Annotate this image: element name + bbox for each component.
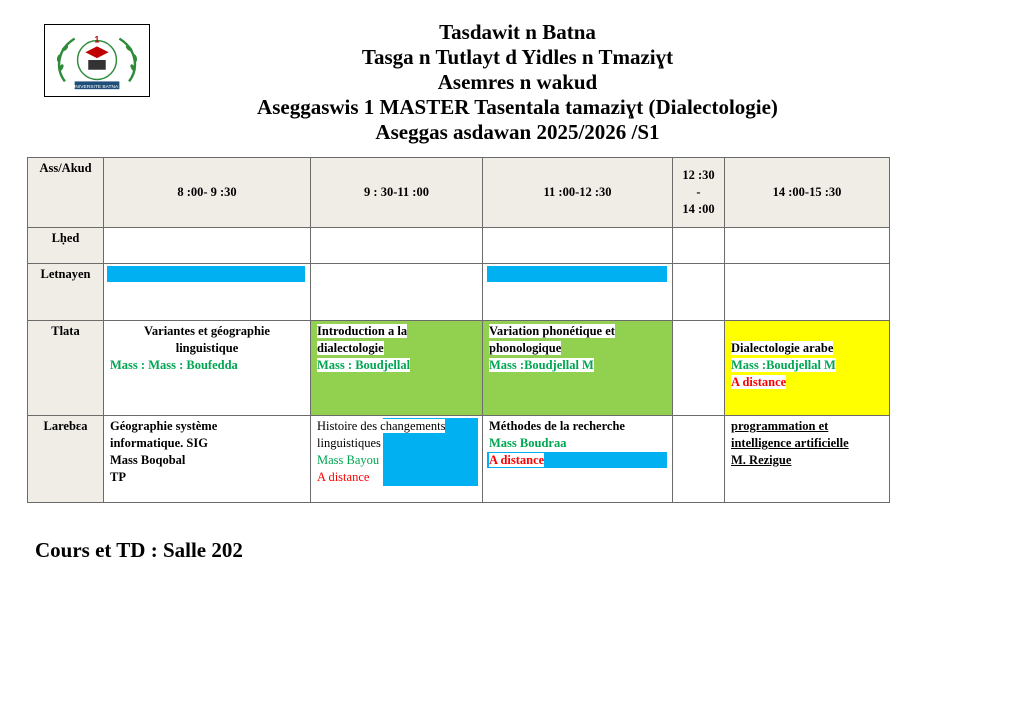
course-title: Variation phonétique et [489, 324, 615, 338]
teacher-name: M. Rezigue [731, 453, 792, 467]
blue-highlight-bar [107, 266, 305, 282]
cell-empty [725, 264, 890, 321]
course-title: Histoire des changements [317, 419, 446, 433]
timetable [27, 157, 890, 503]
university-logo-icon [45, 25, 149, 96]
teacher-name: Mass Boqobal [110, 453, 186, 467]
teacher-name: Mass Boudraa [489, 436, 567, 450]
cell-empty [673, 416, 725, 503]
course-title-cont: dialectologie [317, 341, 384, 355]
university-logo [44, 24, 150, 97]
course-title: Méthodes de la recherche [489, 419, 625, 433]
cell-slot-3 [483, 264, 673, 321]
document-title: Asemres n wakud [437, 70, 598, 94]
break-dash: - [696, 185, 701, 199]
time-header-row [28, 158, 890, 228]
course-title-cont: linguistique [175, 341, 239, 355]
remote-label: A distance [489, 453, 545, 467]
course-cell [483, 416, 673, 503]
teacher-name: Mass : Boudjellal [317, 358, 411, 372]
corner-header: Ass/Akud [28, 158, 104, 228]
cell-empty [311, 228, 483, 264]
teacher-name: Mass :Boudjellal M [731, 358, 836, 372]
course-cell [725, 321, 890, 416]
svg-text:UNIVERSITE BATNA 1: UNIVERSITE BATNA 1 [71, 85, 123, 91]
teacher-name: Mass Bayou [317, 453, 380, 467]
session-type: TP [110, 470, 126, 484]
cell-empty [311, 264, 483, 321]
break-slot [673, 158, 725, 228]
cell-empty [104, 228, 311, 264]
course-cell [311, 416, 483, 503]
day-label-lhed: Lḥed [28, 228, 104, 264]
course-title: Variantes et géographie [144, 324, 270, 338]
academic-year: Aseggas asdawan 2025/2026 /S1 [375, 120, 660, 144]
course-cell [104, 321, 311, 416]
document-header [160, 20, 875, 145]
course-title: programmation et [731, 419, 829, 433]
cell-empty [725, 228, 890, 264]
cell-empty [483, 228, 673, 264]
break-end: 14 :00 [682, 202, 715, 216]
teacher-name: Mass :Boudjellal M [489, 358, 594, 372]
course-title: Géographie système [110, 419, 218, 433]
course-cell [483, 321, 673, 416]
room-note: Cours et TD : Salle 202 [35, 538, 243, 562]
cell-slot-1 [104, 264, 311, 321]
department-name: Tasga n Tutlayt d Yidles n Tmaziɣt [361, 45, 674, 69]
course-title-cont: informatique. SIG [110, 436, 208, 450]
day-label-letnayen: Letnayen [28, 264, 104, 321]
course-cell [104, 416, 311, 503]
blue-highlight-bar [487, 266, 667, 282]
time-slot-3: 11 :00-12 :30 [483, 158, 673, 228]
program-name: Aseggaswis 1 MASTER Tasentala tamaziɣt (Dialectologie) [257, 95, 778, 119]
time-slot-5: 14 :00-15 :30 [725, 158, 890, 228]
remote-label: A distance [317, 470, 370, 484]
break-start: 12 :30 [682, 168, 715, 182]
time-slot-2: 9 : 30-11 :00 [311, 158, 483, 228]
day-label-larebea: Larebɛa [28, 416, 104, 503]
course-cell [311, 321, 483, 416]
day-row-letnayen [28, 264, 890, 321]
cell-empty [673, 264, 725, 321]
day-row-lhed [28, 228, 890, 264]
svg-text:1: 1 [94, 34, 100, 45]
teacher-name: Mass : Mass : Boufedda [110, 358, 238, 372]
day-label-tlata: Tlata [28, 321, 104, 416]
course-title-cont: phonologique [489, 341, 562, 355]
course-title-cont: linguistiques [317, 436, 381, 450]
time-slot-1: 8 :00- 9 :30 [104, 158, 311, 228]
course-title: Dialectologie arabe [731, 341, 834, 355]
remote-label: A distance [731, 375, 787, 389]
university-name: Tasdawit n Batna [439, 20, 596, 44]
cell-empty [673, 321, 725, 416]
day-row-tlata [28, 321, 890, 416]
course-title-cont: intelligence artificielle [731, 436, 849, 450]
course-cell [725, 416, 890, 503]
day-row-larebea [28, 416, 890, 503]
cell-empty [673, 228, 725, 264]
course-title: Introduction a la [317, 324, 408, 338]
